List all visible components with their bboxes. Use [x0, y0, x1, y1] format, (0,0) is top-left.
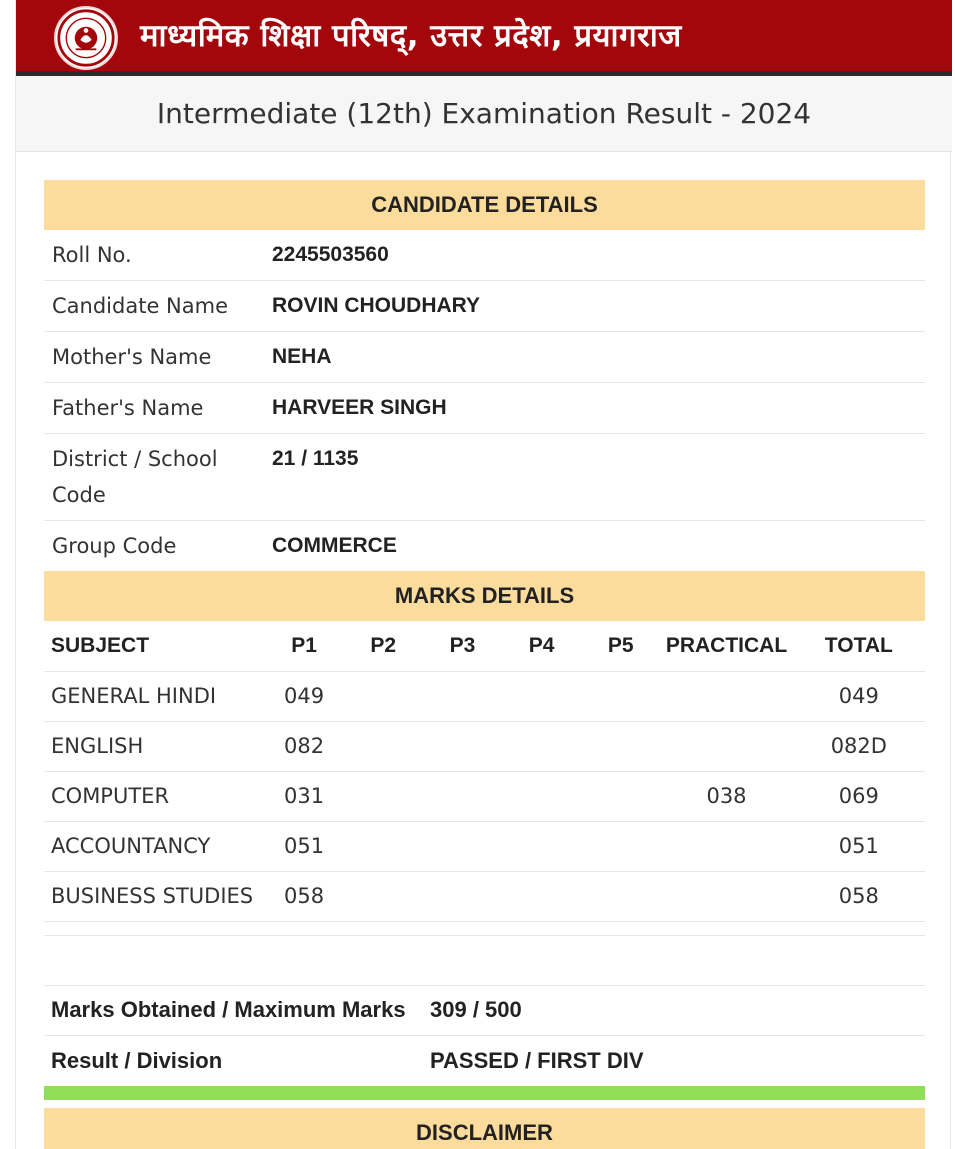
- subject-cell: COMPUTER: [44, 771, 265, 821]
- result-status-bar: [44, 1086, 925, 1100]
- candidate-details-heading: CANDIDATE DETAILS: [44, 180, 925, 230]
- field-label: Roll No.: [52, 243, 132, 267]
- field-label: Group Code: [52, 534, 177, 558]
- marks-details-heading: MARKS DETAILS: [44, 571, 925, 621]
- marks-obtained-value: 309 / 500: [430, 997, 522, 1022]
- disclaimer-heading: DISCLAIMER: [44, 1108, 925, 1149]
- p1-cell: 049: [265, 671, 344, 721]
- p4-cell: [502, 821, 581, 871]
- p3-cell: [423, 821, 502, 871]
- subject-cell: BUSINESS STUDIES: [44, 871, 265, 921]
- p2-cell: [344, 871, 423, 921]
- field-value: HARVEER SINGH: [272, 396, 447, 419]
- subject-cell: ACCOUNTANCY: [44, 821, 265, 871]
- p4-cell: [502, 721, 581, 771]
- result-division-value: PASSED / FIRST DIV: [430, 1047, 644, 1073]
- table-row: [44, 821, 925, 871]
- p3-cell: [423, 871, 502, 921]
- column-header: P2: [344, 621, 423, 671]
- p3-cell: [423, 671, 502, 721]
- column-header: P5: [581, 621, 660, 671]
- field-value: 2245503560: [272, 243, 389, 266]
- board-emblem-icon: [54, 6, 118, 70]
- field-label: Father's Name: [52, 396, 204, 420]
- subject-cell: GENERAL HINDI: [44, 671, 265, 721]
- marks-obtained-row: [44, 986, 925, 1036]
- subject-cell: ENGLISH: [44, 721, 265, 771]
- p3-cell: [423, 771, 502, 821]
- divider: [44, 922, 925, 936]
- p5-cell: [581, 871, 660, 921]
- father-name-row: [44, 383, 925, 434]
- p1-cell: 058: [265, 871, 344, 921]
- board-title: माध्यमिक शिक्षा परिषद्, उत्तर प्रदेश, प्रयागराज: [140, 18, 682, 54]
- table-row: [44, 671, 925, 721]
- marks-header-row: [44, 621, 925, 671]
- p2-cell: [344, 671, 423, 721]
- table-row: [44, 721, 925, 771]
- field-label: Mother's Name: [52, 345, 212, 369]
- result-division-label: Result / Division: [51, 1047, 223, 1073]
- practical-cell: [660, 871, 792, 921]
- column-header: P1: [265, 621, 344, 671]
- field-label: Candidate Name: [52, 294, 228, 318]
- p1-cell: 031: [265, 771, 344, 821]
- p2-cell: [344, 721, 423, 771]
- column-header: PRACTICAL: [660, 621, 792, 671]
- total-cell: 058: [793, 871, 925, 921]
- column-header: P4: [502, 621, 581, 671]
- divider: [44, 936, 925, 986]
- p4-cell: [502, 671, 581, 721]
- result-page: [15, 0, 951, 1149]
- field-value: 21 / 1135: [272, 447, 359, 470]
- result-division-row: [44, 1036, 925, 1086]
- board-banner: [16, 0, 952, 76]
- candidate-name-row: [44, 281, 925, 332]
- p2-cell: [344, 771, 423, 821]
- field-value: COMMERCE: [272, 534, 397, 557]
- total-cell: 051: [793, 821, 925, 871]
- p2-cell: [344, 821, 423, 871]
- result-content: [44, 180, 925, 1149]
- column-header: TOTAL: [793, 621, 925, 671]
- p5-cell: [581, 771, 660, 821]
- table-row: [44, 871, 925, 921]
- roll-no-row: [44, 230, 925, 281]
- practical-cell: [660, 721, 792, 771]
- marks-obtained-label: Marks Obtained / Maximum Marks: [51, 997, 406, 1022]
- total-cell: 049: [793, 671, 925, 721]
- p5-cell: [581, 821, 660, 871]
- marks-table: [44, 621, 925, 922]
- p1-cell: 082: [265, 721, 344, 771]
- exam-title: Intermediate (12th) Examination Result - 2024: [156, 97, 812, 130]
- column-header: P3: [423, 621, 502, 671]
- field-value: ROVIN CHOUDHARY: [272, 294, 481, 317]
- total-cell: 082D: [793, 721, 925, 771]
- practical-cell: [660, 671, 792, 721]
- exam-title-bar: [16, 76, 952, 152]
- p4-cell: [502, 771, 581, 821]
- practical-cell: [660, 821, 792, 871]
- column-header: SUBJECT: [44, 621, 265, 671]
- group-code-row: [44, 521, 925, 571]
- practical-cell: 038: [660, 771, 792, 821]
- field-label: District / School Code: [52, 447, 218, 507]
- p1-cell: 051: [265, 821, 344, 871]
- table-row: [44, 771, 925, 821]
- total-cell: 069: [793, 771, 925, 821]
- mother-name-row: [44, 332, 925, 383]
- district-school-code-row: [44, 434, 925, 521]
- p4-cell: [502, 871, 581, 921]
- p5-cell: [581, 721, 660, 771]
- field-value: NEHA: [272, 345, 332, 368]
- p5-cell: [581, 671, 660, 721]
- p3-cell: [423, 721, 502, 771]
